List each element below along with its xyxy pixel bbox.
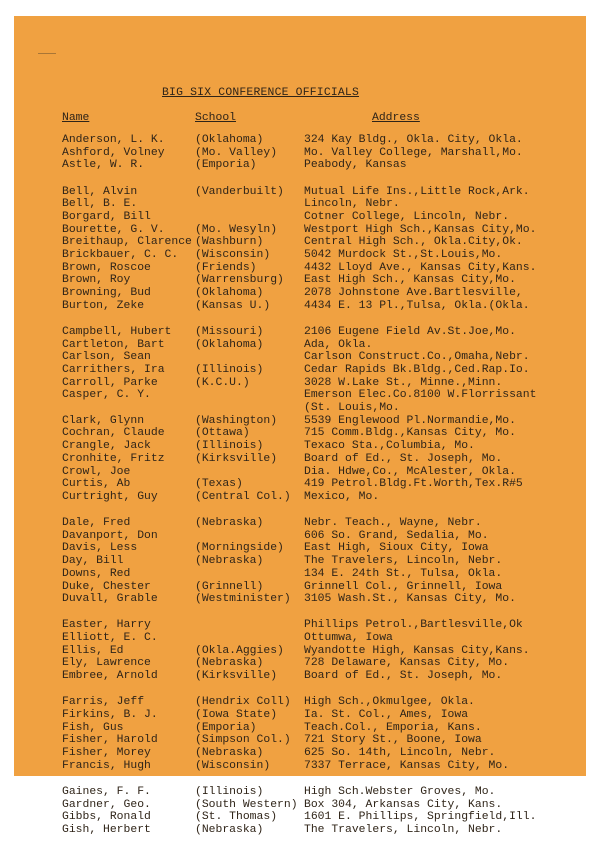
official-name: Davis, Less (62, 542, 138, 555)
official-school: (Washington) (195, 414, 278, 427)
official-name: Astle, W. R. (62, 159, 145, 172)
official-row (62, 478, 582, 491)
official-row (62, 747, 582, 760)
official-address: Lincoln, Nebr. (304, 198, 400, 211)
official-school: (Nebraska) (195, 517, 264, 530)
official-name: Downs, Red (62, 567, 131, 580)
official-school: (St. Thomas) (195, 811, 278, 824)
official-school: (Emporia) (195, 721, 257, 734)
official-school: (Mo. Wesyln) (195, 223, 278, 236)
official-name: Brickbauer, C. C. (62, 249, 179, 261)
official-school: (Kirksville) (195, 670, 278, 683)
official-row (62, 722, 582, 735)
official-name: Easter, Harry (62, 619, 151, 632)
official-row (62, 542, 582, 555)
official-address: Wyandotte High, Kansas City,Kans. (304, 644, 530, 657)
official-address: Box 304, Arkansas City, Kans. (304, 798, 503, 811)
official-name: Bell, B. E. (62, 198, 138, 211)
official-name: Cartleton, Bart (62, 338, 165, 351)
official-name: Bourette, G. V. (62, 223, 165, 236)
official-name: Bell, Alvin (62, 185, 138, 198)
pencil-mark (38, 53, 56, 54)
official-name: Anderson, L. K. (62, 134, 165, 146)
official-address: Mexico, Mo. (304, 490, 380, 503)
official-name: Francis, Hugh (62, 759, 151, 772)
official-row (62, 211, 582, 224)
official-school: (Westminister) (195, 593, 291, 606)
official-name: Ellis, Ed (62, 644, 124, 657)
official-row (62, 530, 582, 543)
official-address: Board of Ed., St. Joseph, Mo. (304, 452, 503, 465)
official-name: Crowl, Joe (62, 465, 131, 478)
official-row (62, 734, 582, 747)
official-school: (Nebraska) (195, 555, 264, 568)
official-school: (South Western) (195, 798, 298, 811)
official-name: Brown, Roscoe (62, 261, 151, 274)
official-row (62, 555, 582, 568)
official-row (62, 415, 582, 428)
official-row (62, 657, 582, 670)
official-address: Dia. Hdwe,Co., McAlester, Okla. (304, 465, 516, 478)
official-name: Carroll, Parke (62, 376, 158, 389)
official-name: Davanport, Don (62, 529, 158, 542)
official-row (62, 339, 582, 352)
official-name: Gish, Herbert (62, 824, 151, 836)
official-school: (Ottawa) (195, 427, 250, 440)
official-row (62, 786, 582, 799)
official-name: Cronhite, Fritz (62, 452, 165, 465)
official-address: 721 Story St., Boone, Iowa (304, 734, 482, 747)
official-row (62, 670, 582, 683)
official-address: Nebr. Teach., Wayne, Nebr. (304, 517, 482, 530)
official-row (62, 186, 582, 199)
official-school: (Grinnell) (195, 580, 264, 593)
letter-group (62, 186, 582, 313)
official-school: (Oklahoma) (195, 134, 264, 146)
official-address: Grinnell Col., Grinnell, Iowa (304, 580, 503, 593)
official-name: Borgard, Bill (62, 210, 151, 223)
letter-group (62, 517, 582, 606)
official-address: High Sch.,Okmulgee, Okla. (304, 696, 475, 709)
official-address: Westport High Sch.,Kansas City,Mo. (304, 223, 537, 236)
official-row (62, 236, 582, 249)
official-name: Fish, Gus (62, 721, 124, 734)
letter-group (62, 619, 582, 682)
official-school: (Nebraska) (195, 824, 264, 836)
official-address: Cotner College, Lincoln, Nebr. (304, 210, 510, 223)
official-name: Clark, Glynn (62, 414, 145, 427)
official-address: High Sch.Webster Groves, Mo. (304, 785, 496, 798)
official-name: Cochran, Claude (62, 427, 165, 440)
official-address: Ada, Okla. (304, 338, 373, 351)
official-name: Curtright, Guy (62, 490, 158, 503)
official-row (62, 760, 582, 773)
column-header-school: School (195, 112, 237, 124)
official-school: (Wisconsin) (195, 759, 271, 772)
official-school: (K.C.U.) (195, 376, 250, 389)
official-school: (Nebraska) (195, 657, 264, 670)
letter-group (62, 786, 582, 837)
official-school: (Missouri) (195, 325, 264, 338)
official-address: 625 So. 14th, Lincoln, Nebr. (304, 747, 496, 760)
official-address: 3105 Wash.St., Kansas City, Mo. (304, 593, 516, 606)
official-row (62, 453, 582, 466)
official-address: 419 Petrol.Bldg.Ft.Worth,Tex.R#5 (304, 478, 523, 491)
officials-list (62, 134, 582, 850)
official-address: Phillips Petrol.,Bartlesville,Ok (304, 619, 523, 632)
official-address: Texaco Sta.,Columbia, Mo. (304, 440, 475, 453)
official-name: Farris, Jeff (62, 696, 145, 709)
official-address: Ia. St. Col., Ames, Iowa (304, 709, 469, 721)
official-school: (Kirksville) (195, 452, 278, 465)
official-row (62, 619, 582, 632)
official-school: (Washburn) (195, 236, 264, 249)
official-school: (Simpson Col.) (195, 734, 291, 747)
official-row (62, 491, 582, 504)
official-school: (Friends) (195, 261, 257, 274)
official-name: Ashford, Volney (62, 146, 165, 159)
official-row (62, 377, 582, 390)
official-name: Campbell, Hubert (62, 325, 172, 338)
official-row (62, 224, 582, 237)
official-school: (Texas) (195, 478, 243, 491)
official-address: 2106 Eugene Field Av.St.Joe,Mo. (304, 325, 516, 338)
official-address: Mutual Life Ins.,Little Rock,Ark. (304, 185, 530, 198)
letter-group (62, 134, 582, 172)
official-row (62, 568, 582, 581)
letter-group (62, 326, 582, 504)
official-address: The Travelers, Lincoln, Nebr. (304, 824, 503, 836)
official-name: Browning, Bud (62, 287, 151, 300)
official-row (62, 262, 582, 275)
official-row (62, 517, 582, 530)
official-row (62, 593, 582, 606)
official-row (62, 274, 582, 287)
official-row (62, 799, 582, 812)
official-row (62, 198, 582, 211)
official-row (62, 287, 582, 300)
official-row (62, 824, 582, 837)
official-school: (Illinois) (195, 785, 264, 798)
official-address: Board of Ed., St. Joseph, Mo. (304, 670, 503, 683)
official-address: 4434 E. 13 Pl.,Tulsa, Okla.(Okla. (304, 299, 530, 312)
official-name: Firkins, B. J. (62, 709, 158, 721)
official-name: Casper, C. Y. (62, 389, 151, 402)
official-address: Carlson Construct.Co.,Omaha,Nebr. (304, 351, 530, 364)
official-school: (Mo. Valley) (195, 146, 278, 159)
official-row (62, 427, 582, 440)
official-row (62, 134, 582, 147)
official-address: 5539 Englewood Pl.Normandie,Mo. (304, 414, 516, 427)
official-address: (St. Louis,Mo. (304, 402, 400, 415)
official-address: Central High Sch., Okla.City,Ok. (304, 236, 523, 249)
official-school: (Iowa State) (195, 709, 278, 721)
official-school: (Wisconsin) (195, 249, 271, 261)
official-school: (Oklahoma) (195, 287, 264, 300)
column-header-name: Name (62, 112, 90, 124)
official-row (62, 147, 582, 160)
official-row (62, 389, 582, 402)
official-address: 324 Kay Bldg., Okla. City, Okla. (304, 134, 523, 146)
official-name: Carrithers, Ira (62, 364, 165, 376)
official-address: East High Sch., Kansas City,Mo. (304, 274, 516, 287)
official-school: (Illinois) (195, 440, 264, 453)
official-address: 134 E. 24th St., Tulsa, Okla. (304, 567, 503, 580)
official-row (62, 364, 582, 377)
official-name: Duke, Chester (62, 580, 151, 593)
official-name: Carlson, Sean (62, 351, 151, 364)
official-address: 2078 Johnstone Ave.Bartlesville, (304, 287, 523, 300)
official-address: Cedar Rapids Bk.Bldg.,Ced.Rap.Io. (304, 364, 530, 376)
official-name: Curtis, Ab (62, 478, 131, 491)
official-address: 3028 W.Lake St., Minne.,Minn. (304, 376, 503, 389)
official-name: Duvall, Grable (62, 593, 158, 606)
official-school: (Illinois) (195, 364, 264, 376)
official-address: East High, Sioux City, Iowa (304, 542, 489, 555)
official-name: Brown, Roy (62, 274, 131, 287)
official-address: Teach.Col., Emporia, Kans. (304, 721, 482, 734)
official-name: Gaines, F. F. (62, 785, 151, 798)
official-school: (Emporia) (195, 159, 257, 172)
official-address: 606 So. Grand, Sedalia, Mo. (304, 529, 489, 542)
official-name: Embree, Arnold (62, 670, 158, 683)
official-row (62, 696, 582, 709)
official-school: (Vanderbuilt) (195, 185, 284, 198)
official-school: (Warrensburg) (195, 274, 284, 287)
official-address: 1601 E. Phillips, Springfield,Ill. (304, 811, 537, 824)
official-row (62, 326, 582, 339)
official-row (62, 159, 582, 172)
official-name: Gardner, Geo. (62, 798, 151, 811)
letter-group (62, 696, 582, 772)
official-address: Ottumwa, Iowa (304, 632, 393, 645)
official-name: Dale, Fred (62, 517, 131, 530)
official-address: 728 Delaware, Kansas City, Mo. (304, 657, 510, 670)
official-name: Fisher, Morey (62, 747, 151, 760)
official-row (62, 402, 582, 415)
official-address: Peabody, Kansas (304, 159, 407, 172)
official-row (62, 440, 582, 453)
official-row (62, 709, 582, 722)
official-name: Fisher, Harold (62, 734, 158, 747)
official-name: Gibbs, Ronald (62, 811, 151, 824)
official-address: 4432 Lloyd Ave., Kansas City,Kans. (304, 261, 537, 274)
official-row (62, 632, 582, 645)
official-address: The Travelers, Lincoln, Nebr. (304, 555, 503, 568)
official-name: Crangle, Jack (62, 440, 151, 453)
official-address: 715 Comm.Bldg.,Kansas City, Mo. (304, 427, 516, 440)
official-row (62, 300, 582, 313)
official-name: Ely, Lawrence (62, 657, 151, 670)
official-address: Mo. Valley College, Marshall,Mo. (304, 146, 523, 159)
official-school: (Okla.Aggies) (195, 644, 284, 657)
official-row (62, 645, 582, 658)
official-address: 7337 Terrace, Kansas City, Mo. (304, 759, 510, 772)
official-row (62, 466, 582, 479)
official-row (62, 249, 582, 262)
column-header-address: Address (372, 112, 420, 124)
official-school: (Morningside) (195, 542, 284, 555)
document-title: BIG SIX CONFERENCE OFFICIALS (162, 87, 359, 99)
official-address: Emerson Elec.Co.8100 W.Florrissant (304, 389, 537, 402)
official-row (62, 581, 582, 594)
official-name: Day, Bill (62, 555, 124, 568)
official-school: (Central Col.) (195, 490, 291, 503)
official-school: (Kansas U.) (195, 299, 271, 312)
document-page (14, 16, 586, 836)
official-school: (Oklahoma) (195, 338, 264, 351)
official-name: Elliott, E. C. (62, 632, 158, 645)
official-row (62, 811, 582, 824)
official-name: Burton, Zeke (62, 299, 145, 312)
official-row (62, 351, 582, 364)
official-school: (Hendrix Coll) (195, 696, 291, 709)
official-address: 5042 Murdock St.,St.Louis,Mo. (304, 249, 503, 261)
official-name: Breithaup, Clarence (62, 236, 192, 249)
official-school: (Nebraska) (195, 747, 264, 760)
